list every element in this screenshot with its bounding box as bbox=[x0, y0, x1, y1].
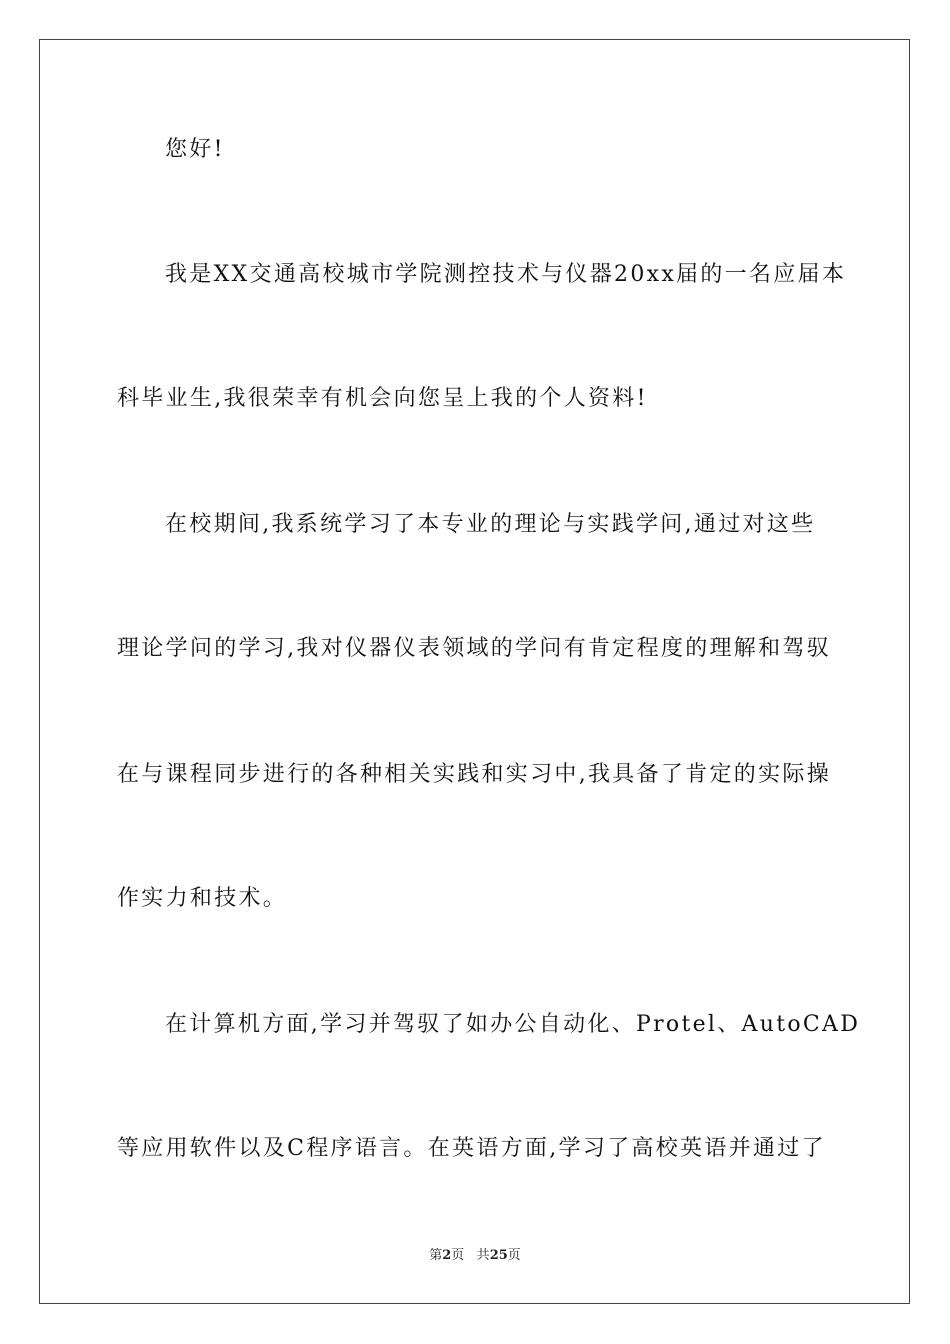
footer-page-prefix: 第 bbox=[429, 1248, 443, 1263]
paragraph-2-line-4: 作实力和技术。 bbox=[117, 886, 288, 911]
paragraph-2-line-3: 在与课程同步进行的各种相关实践和实习中,我具备了肯定的实际操 bbox=[117, 762, 831, 787]
footer-total-suffix: 页 bbox=[507, 1248, 521, 1263]
page-frame bbox=[39, 39, 910, 1304]
page-footer bbox=[0, 1246, 950, 1266]
footer-total-pages: 25 bbox=[489, 1248, 508, 1263]
footer-total-prefix: 共 bbox=[476, 1248, 490, 1263]
paragraph-1-line-2: 科毕业生,我很荣幸有机会向您呈上我的个人资料! bbox=[117, 386, 648, 411]
paragraph-2-line-1: 在校期间,我系统学习了本专业的理论与实践学问,通过对这些 bbox=[165, 512, 816, 537]
greeting-line: 您好! bbox=[165, 137, 225, 162]
footer-page-suffix: 页 bbox=[451, 1248, 465, 1263]
paragraph-3-line-1: 在计算机方面,学习并驾驭了如办公自动化、Protel、AutoCAD bbox=[165, 1012, 861, 1037]
footer-page-number: 2 bbox=[442, 1248, 452, 1263]
paragraph-1-line-1: 我是XX交通高校城市学院测控技术与仪器20xx届的一名应届本 bbox=[165, 262, 847, 287]
paragraph-2-line-2: 理论学问的学习,我对仪器仪表领域的学问有肯定程度的理解和驾驭 bbox=[117, 636, 831, 661]
paragraph-3-line-2: 等应用软件以及C程序语言。在英语方面,学习了高校英语并通过了 bbox=[117, 1136, 826, 1161]
